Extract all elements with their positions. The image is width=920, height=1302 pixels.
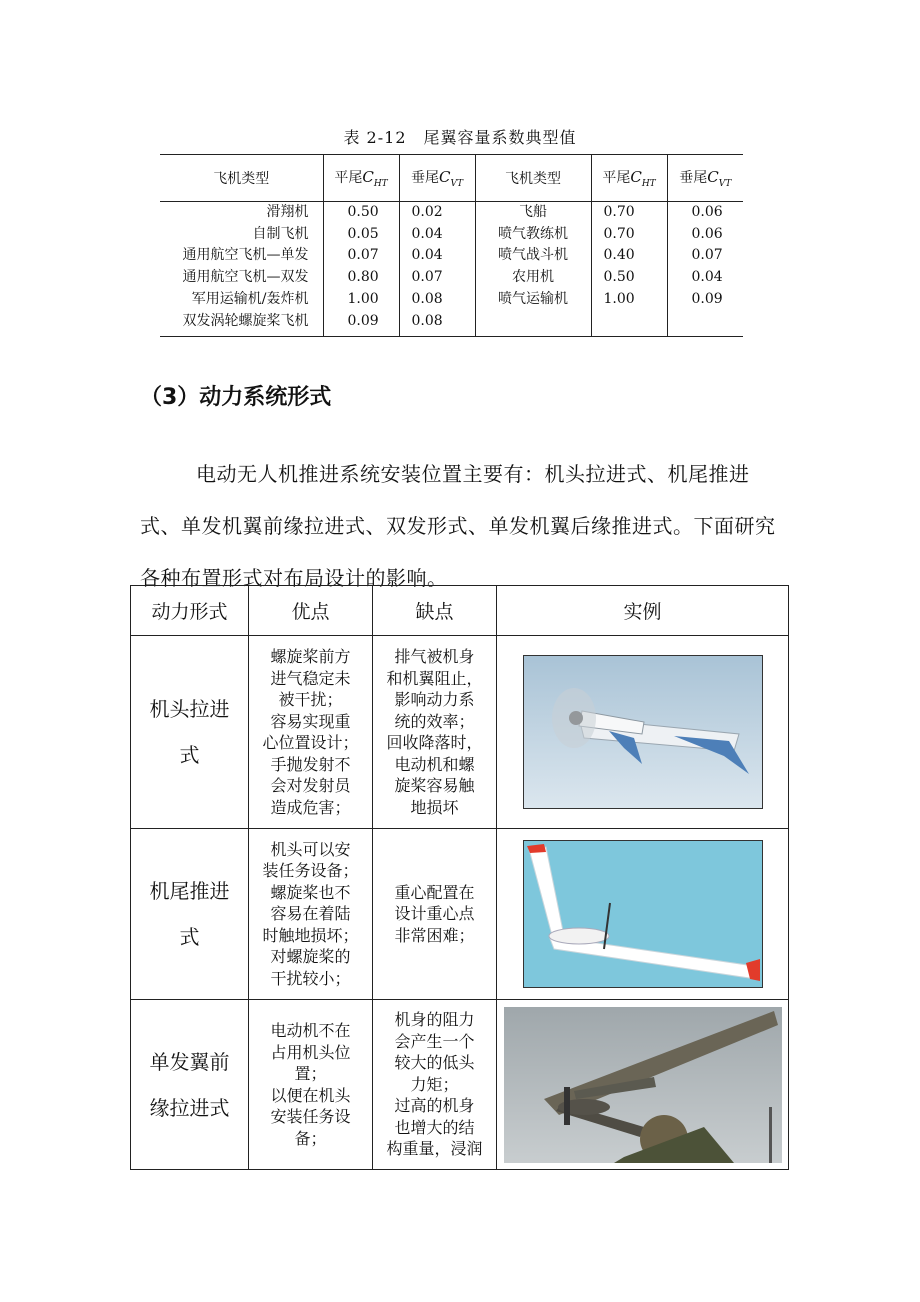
table-row xyxy=(131,1000,789,1170)
table-row xyxy=(131,829,789,1000)
cell-line: 安装任务设 xyxy=(270,1107,351,1126)
ht-b-cell: 1.00 xyxy=(591,289,667,311)
wing-leading-edge-uav-photo xyxy=(504,1007,782,1163)
table-row xyxy=(160,245,743,267)
table-row xyxy=(160,311,743,337)
cell-line: 设计重心点 xyxy=(394,904,475,924)
form-cell: 单发翼前 缘拉进式 xyxy=(131,1000,249,1170)
ht-a-cell: 0.05 xyxy=(323,224,399,246)
ht-b-cell xyxy=(591,311,667,337)
header-vt-a: 垂尾$C_{VT}$ xyxy=(399,155,475,202)
ht-a-cell: 1.00 xyxy=(323,289,399,311)
cell-line: 心位置设计； xyxy=(262,733,359,752)
header-power-form: 动力形式 xyxy=(131,586,249,636)
body-paragraph: 电动无人机推进系统安装位置主要有：机头拉进式、机尾推进式、单发机翼前缘拉进式、双发形式、单发机翼后缘推进式。下面研究各种布置形式对布局设计的影响。 xyxy=(140,462,776,590)
aircraft-type-b-cell: 喷气教练机 xyxy=(475,224,591,246)
cons-cell xyxy=(373,829,497,1000)
aircraft-type-b-cell: 农用机 xyxy=(475,267,591,289)
table-row xyxy=(160,202,743,224)
cell-line: 干扰较小； xyxy=(270,968,351,988)
cell-line: 力矩； xyxy=(410,1074,459,1094)
ht-a-cell: 0.07 xyxy=(323,245,399,267)
cons-cell xyxy=(373,1000,497,1170)
ht-a-cell: 0.09 xyxy=(323,311,399,337)
cell-line: 装任务设备； xyxy=(262,861,359,881)
cell-line: 构重量，浸润 xyxy=(386,1139,483,1159)
form-cell: 机尾推进 式 xyxy=(131,829,249,1000)
cell-line: 被干扰； xyxy=(278,690,343,709)
cell-line: 旋桨容易触 xyxy=(394,776,475,795)
cell-line: 会对发射员 xyxy=(270,776,351,795)
cell-line: 非常困难； xyxy=(394,925,475,945)
vt-a-cell: 0.02 xyxy=(399,202,475,224)
cell-line: 电动机不在 xyxy=(270,1021,351,1040)
form-cell: 机头拉进 式 xyxy=(131,636,249,829)
header-aircraft-type-a: 飞机类型 xyxy=(160,155,323,202)
section-title: （3）动力系统形式 xyxy=(140,385,332,410)
cell-line: 电动机和螺 xyxy=(394,754,475,774)
aircraft-type-a-cell: 双发涡轮螺旋桨飞机 xyxy=(160,311,323,337)
cell-line: 机头可以安 xyxy=(270,839,351,859)
ht-a-cell: 0.50 xyxy=(323,202,399,224)
cell-line: 容易实现重 xyxy=(270,711,351,731)
header-cons: 缺点 xyxy=(373,586,497,636)
ht-b-cell: 0.70 xyxy=(591,202,667,224)
aircraft-type-a-cell: 滑翔机 xyxy=(266,204,309,220)
aircraft-type-a-cell: 通用航空飞机—单发 xyxy=(182,247,309,264)
header-pros: 优点 xyxy=(249,586,373,636)
cell-line: 备； xyxy=(294,1128,327,1148)
aircraft-type-a-cell: 自制飞机 xyxy=(252,225,309,242)
cell-line: 较大的低头 xyxy=(394,1053,475,1073)
cell-line: 以便在机头 xyxy=(270,1085,351,1105)
pros-cell xyxy=(249,829,373,1000)
aircraft-type-b-cell: 喷气运输机 xyxy=(475,289,591,311)
cell-line: 手抛发射不 xyxy=(270,754,351,774)
ht-b-cell: 0.50 xyxy=(591,267,667,289)
ht-b-cell: 0.40 xyxy=(591,245,667,267)
cell-line: 螺旋桨也不 xyxy=(270,882,351,902)
table-caption: 表 2-12 尾翼容量系数典型值 xyxy=(343,128,577,147)
example-cell xyxy=(497,1000,789,1170)
aircraft-type-b-cell xyxy=(475,311,591,337)
cell-line: 地损坏 xyxy=(410,797,459,817)
table-row xyxy=(160,224,743,246)
cons-cell xyxy=(373,636,497,829)
aircraft-type-a-cell: 通用航空飞机—双发 xyxy=(182,269,309,286)
vt-a-cell: 0.07 xyxy=(399,267,475,289)
cell-line: 统的效率； xyxy=(394,711,475,731)
vt-a-cell: 0.08 xyxy=(399,289,475,311)
cell-line: 影响动力系 xyxy=(394,690,475,709)
cell-line: 置； xyxy=(294,1064,327,1083)
nose-tractor-uav-photo xyxy=(523,655,763,809)
cell-line: 重心配置在 xyxy=(394,882,475,902)
tail-pusher-uav-photo xyxy=(523,840,763,988)
vt-b-cell: 0.06 xyxy=(667,224,743,246)
cell-line: 回收降落时， xyxy=(386,733,483,752)
header-ht-b: 平尾$C_{HT}$ xyxy=(591,155,667,202)
aircraft-type-b-cell: 喷气战斗机 xyxy=(475,245,591,267)
cell-line: 也增大的结 xyxy=(394,1117,475,1137)
cell-line: 过高的机身 xyxy=(394,1096,475,1116)
pros-cell xyxy=(249,1000,373,1170)
vt-b-cell: 0.06 xyxy=(667,202,743,224)
vt-b-cell xyxy=(667,311,743,337)
header-vt-b: 垂尾$C_{VT}$ xyxy=(667,155,743,202)
aircraft-type-a-cell: 军用运输机/轰炸机 xyxy=(191,290,309,307)
example-cell xyxy=(497,636,789,829)
cell-line: 排气被机身 xyxy=(394,647,475,666)
power-form-table xyxy=(130,585,789,1170)
vt-a-cell: 0.04 xyxy=(399,224,475,246)
ht-b-cell: 0.70 xyxy=(591,224,667,246)
vt-a-cell: 0.08 xyxy=(399,311,475,337)
table-row xyxy=(160,267,743,289)
tail-volume-table xyxy=(160,154,743,337)
header-example: 实例 xyxy=(497,586,789,636)
cell-line: 造成危害； xyxy=(270,797,351,817)
vt-b-cell: 0.07 xyxy=(667,245,743,267)
table-row xyxy=(160,289,743,311)
cell-line: 和机翼阻止， xyxy=(386,668,483,688)
vt-a-cell: 0.04 xyxy=(399,245,475,267)
ht-a-cell: 0.80 xyxy=(323,267,399,289)
cell-line: 螺旋桨前方 xyxy=(270,647,351,666)
cell-line: 会产生一个 xyxy=(394,1031,475,1051)
cell-line: 进气稳定未 xyxy=(270,668,351,688)
cell-line: 容易在着陆 xyxy=(270,904,351,924)
table-row xyxy=(131,636,789,829)
cell-line: 机身的阻力 xyxy=(394,1010,475,1030)
aircraft-type-b-cell: 飞船 xyxy=(475,202,591,224)
vt-b-cell: 0.09 xyxy=(667,289,743,311)
cell-line: 时触地损坏； xyxy=(262,925,359,945)
example-cell xyxy=(497,829,789,1000)
vt-b-cell: 0.04 xyxy=(667,267,743,289)
header-ht-a: 平尾$C_{HT}$ xyxy=(323,155,399,202)
cell-line: 占用机头位 xyxy=(270,1042,351,1062)
pros-cell xyxy=(249,636,373,829)
cell-line: 对螺旋桨的 xyxy=(270,947,351,967)
header-aircraft-type-b: 飞机类型 xyxy=(475,155,591,202)
